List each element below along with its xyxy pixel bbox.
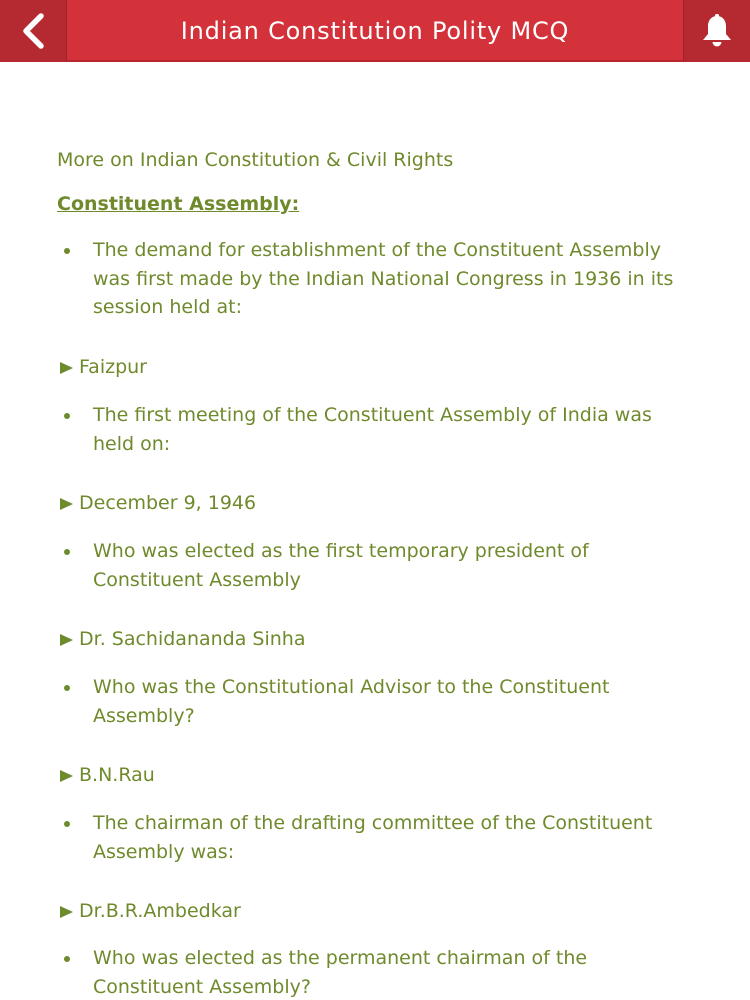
answer-text: Faizpur — [79, 356, 147, 378]
question-text: The chairman of the drafting committee of the Constituent Assembly was: — [93, 812, 653, 863]
question-item — [93, 537, 693, 594]
section-heading: Constituent Assembly: — [57, 193, 300, 215]
answer-item — [60, 489, 256, 517]
question-text: Who was elected as the first temporary president of Constituent Assembly — [93, 540, 589, 591]
answer-text: December 9, 1946 — [79, 492, 257, 514]
question-text: Who was elected as the permanent chairman of the Constituent Assembly? — [93, 947, 588, 998]
arrow-right-icon — [60, 906, 73, 918]
answer-item — [60, 625, 306, 653]
question-item — [93, 809, 693, 866]
arrow-right-icon — [60, 498, 73, 510]
question-item — [93, 236, 693, 322]
article-content — [0, 62, 750, 1000]
bullet-icon — [64, 248, 70, 254]
question-item — [93, 401, 693, 458]
arrow-right-icon — [60, 634, 73, 646]
answer-item — [60, 897, 241, 925]
arrow-right-icon — [60, 770, 73, 782]
answer-item — [60, 761, 155, 789]
answer-text: Dr. Sachidananda Sinha — [79, 628, 306, 650]
bullet-icon — [64, 956, 70, 962]
top-app-bar — [0, 0, 750, 62]
page-title: Indian Constitution Polity MCQ — [180, 17, 570, 45]
bullet-icon — [64, 413, 70, 419]
arrow-right-icon — [60, 362, 73, 374]
chevron-left-icon — [20, 13, 46, 49]
bell-icon — [698, 13, 736, 49]
bullet-icon — [64, 821, 70, 827]
question-text: The first meeting of the Constituent Assembly of India was held on: — [93, 404, 652, 455]
more-on-link[interactable]: More on Indian Constitution & Civil Rights — [57, 149, 454, 171]
question-text: The demand for establishment of the Constituent Assembly was first made by the Indian National Congress in 1936 in its session held at: — [93, 239, 674, 318]
back-button[interactable] — [0, 0, 67, 62]
bullet-icon — [64, 549, 70, 555]
question-item — [93, 944, 693, 1000]
notification-button[interactable] — [683, 0, 750, 62]
question-text: Who was the Constitutional Advisor to the Constituent Assembly? — [93, 676, 610, 727]
bullet-icon — [64, 685, 70, 691]
answer-text: B.N.Rau — [79, 764, 155, 786]
answer-item — [60, 353, 147, 381]
question-item — [93, 673, 693, 730]
answer-text: Dr.B.R.Ambedkar — [79, 900, 241, 922]
